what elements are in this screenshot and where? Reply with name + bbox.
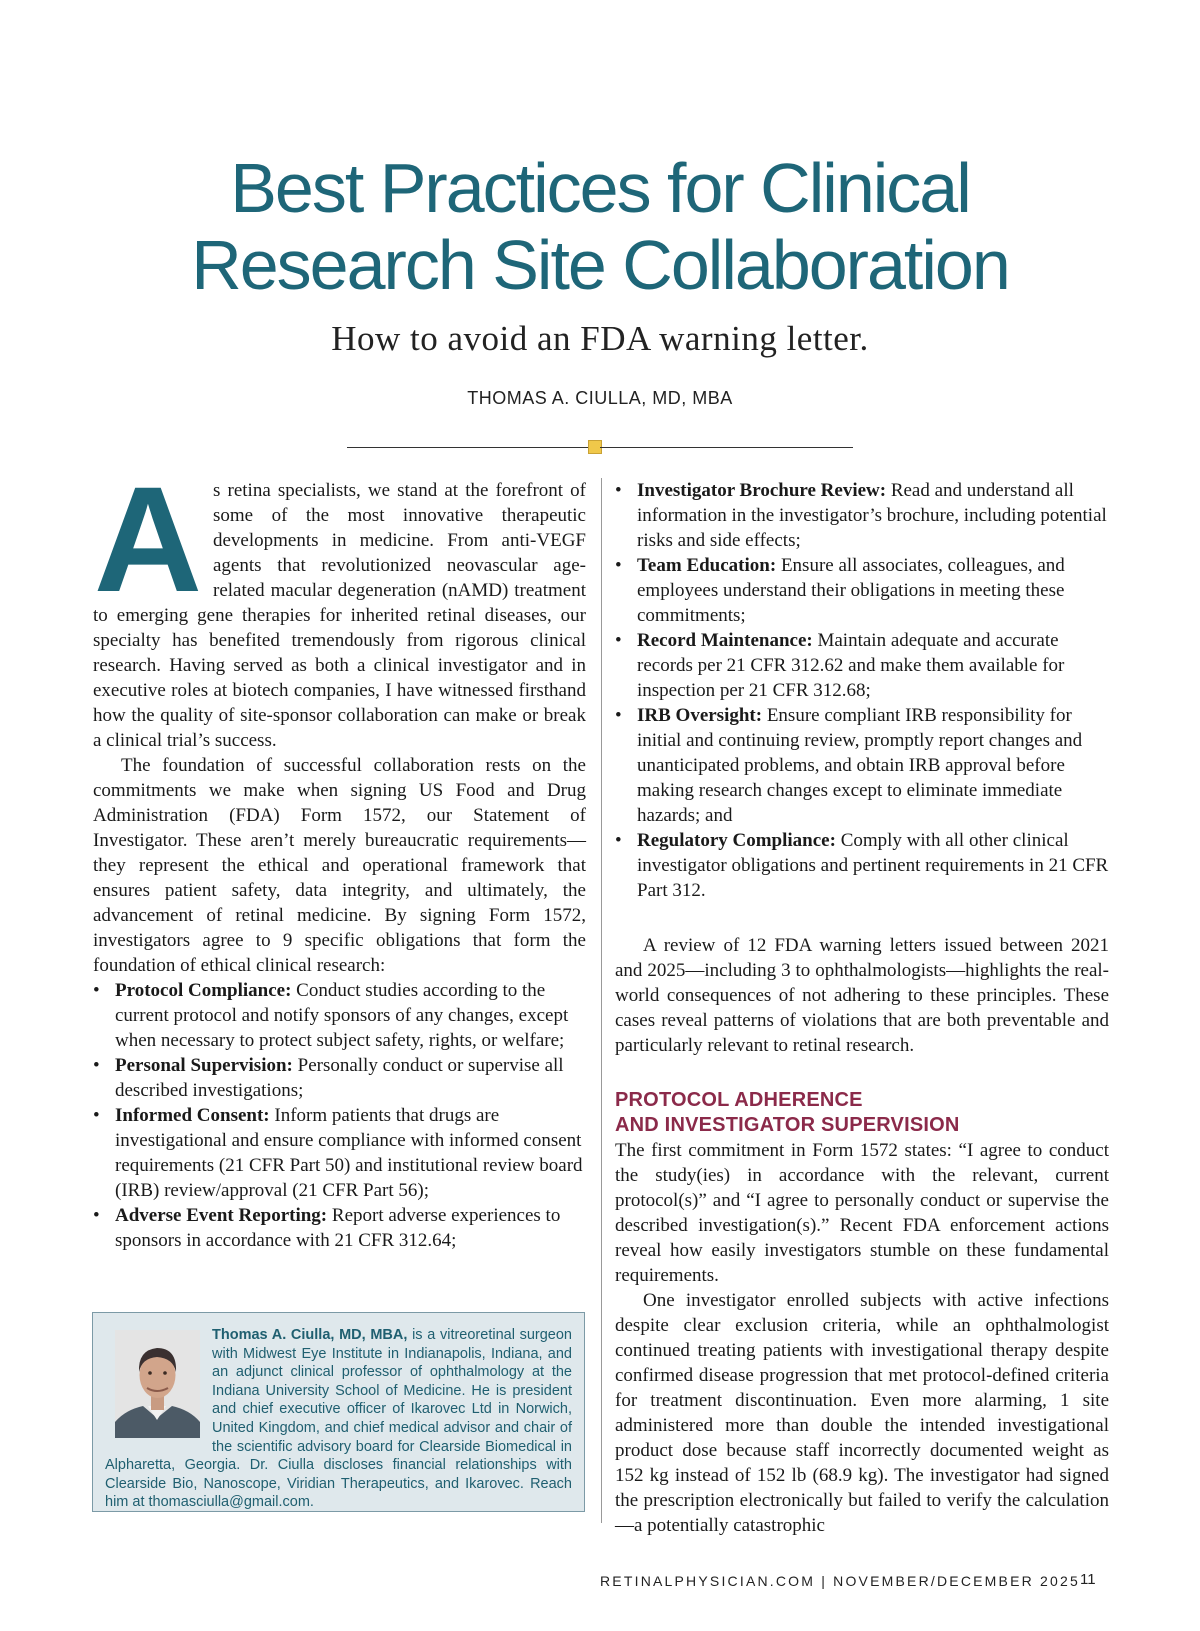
obligation-term: Protocol Compliance:: [115, 980, 292, 1001]
page-number: 11: [1080, 1571, 1096, 1588]
article-title-line2: Research Site Collaboration: [191, 226, 1009, 304]
left-column: [93, 455, 586, 1253]
divider-rule-right: [600, 447, 853, 448]
list-item: [93, 978, 586, 1053]
obligation-term: Informed Consent:: [115, 1105, 270, 1126]
form-commitment-paragraph: The first commitment in Form 1572 states: “I agree to conduct the study(ies) in accordance with the relevant, current protocol(s)” and “I agree to personally conduct or supervise the described investigation(s).” Recent FDA enforcement actions reveal how easily investigators stumble on these fundamental requirements.: [615, 1140, 1109, 1286]
article-author: THOMAS A. CIULLA, MD, MBA: [467, 388, 733, 408]
list-item: [615, 703, 1109, 828]
article-subtitle: How to avoid an FDA warning letter.: [331, 319, 869, 358]
obligation-text: Read and understand all information in the investigator’s brochure, including potential risks and side effects;: [637, 480, 1107, 551]
obligation-text: Personally conduct or supervise all described investigations;: [115, 1055, 564, 1101]
obligation-text: Inform patients that drugs are investigational and ensure compliance with informed consent requirements (21 CFR Part 50) and institutional review board (IRB) review/approval (21 CFR Part 56);: [115, 1105, 583, 1201]
section-heading-line1: PROTOCOL ADHERENCE: [615, 1089, 863, 1111]
section-heading-line2: AND INVESTIGATOR SUPERVISION: [615, 1114, 960, 1136]
obligation-text: Ensure compliant IRB responsibility for initial and continuing review, promptly report changes and unanticipated problems, and obtain IRB approval before making research changes except to eliminate immediate hazards; and: [637, 705, 1083, 826]
intro-paragraph-text: s retina specialists, we stand at the forefront of some of the most innovative therapeutic developments in medicine. From anti-VEGF agents that revolutionized neovascular age-related macular degeneration (nAMD) treatment to emerging gene therapies for inherited retinal diseases, our specialty has benefited tremendously from rigorous clinical research. Having served as both a clinical investigator and in executive roles at biotech companies, I have witnessed firsthand how the quality of site-sponsor collaboration can make or break a clinical trial’s success.: [93, 480, 586, 751]
author-bio-box: [92, 1312, 585, 1512]
obligation-term: Adverse Event Reporting:: [115, 1205, 328, 1226]
list-item: [615, 828, 1109, 903]
spacer: [615, 903, 1109, 933]
list-item: [93, 1053, 586, 1103]
list-item: [615, 553, 1109, 628]
obligation-term: Team Education:: [637, 555, 777, 576]
article-title-line1: Best Practices for Clinical: [230, 149, 970, 227]
list-item: [615, 478, 1109, 553]
page-footer: RETINALPHYSICIAN.COM | NOVEMBER/DECEMBER 2025: [600, 1573, 1080, 1589]
obligations-list-left: [93, 978, 586, 1253]
obligation-text: Report adverse experiences to sponsors in accordance with 21 CFR 312.64;: [115, 1205, 561, 1251]
list-item: [93, 1103, 586, 1203]
right-column: [615, 478, 1109, 1538]
drop-cap: A: [93, 455, 203, 623]
column-divider: [601, 478, 602, 1523]
obligation-term: Investigator Brochure Review:: [637, 480, 887, 501]
obligation-text: Comply with all other clinical investigator obligations and pertinent requirements in 21 CFR Part 312.: [637, 830, 1109, 901]
obligation-term: IRB Oversight:: [637, 705, 763, 726]
list-item: [93, 1203, 586, 1253]
obligation-term: Personal Supervision:: [115, 1055, 293, 1076]
divider-rule-left: [347, 447, 588, 448]
author-bio-description: is a vitreoretinal surgeon with Midwest Eye Institute in Indianapolis, Indiana, and an adjunct clinical professor of ophthalmology at the Indiana University School of Medicine. He is president and chief executive officer of Ikarovec Ltd in Norwich, United Kingdom, and chief medical advisor and chair of the scientific advisory board for Clearside Biomedical in Alpharetta, Georgia. Dr. Ciulla discloses financial relationships with Clearside Bio, Nanoscope, Viridian Therapeutics, and Ikarovec. Reach him at thomasciulla@gmail.com.: [105, 1327, 572, 1511]
obligation-text: Ensure all associates, colleagues, and employees understand their obligations in meeting these commitments;: [637, 555, 1065, 626]
author-bio-name: Thomas A. Ciulla, MD, MBA,: [212, 1327, 408, 1343]
list-item: [615, 628, 1109, 703]
obligation-text: Maintain adequate and accurate records per 21 CFR 312.62 and make them available for inspection per 21 CFR 312.68;: [637, 630, 1065, 701]
intro-paragraph: [93, 455, 586, 753]
form-1572-paragraph: The foundation of successful collaboration rests on the commitments we make when signing US Food and Drug Administration (FDA) Form 1572, our Statement of Investigator. These aren’t merely bureaucratic requirements—they represent the ethical and operational framework that ensures patient safety, data integrity, and ultimately, the advancement of retinal medicine. By signing Form 1572, investigators agree to 9 specific obligations that form the foundation of ethical clinical research:: [93, 755, 586, 976]
violations-paragraph: One investigator enrolled subjects with active infections despite clear exclusion criteria, while an ophthalmologist continued treating patients with investigational therapy despite confirmed disease progression that met protocol-defined criteria for treatment discontinuation. Even more alarming, 1 site administered more than double the intended investigational product dose because staff incorrectly documented weight as 152 kg instead of 152 lb (68.9 kg). The investigator had signed the prescription electronically but failed to verify the calculation—a potentially catastrophic: [615, 1290, 1109, 1536]
warning-letters-paragraph: A review of 12 FDA warning letters issued between 2021 and 2025—including 3 to ophthalmologists—highlights the real-world consequences of not adhering to these principles. These cases reveal patterns of violations that are both preventable and particularly relevant to retinal research.: [615, 935, 1109, 1056]
article-title: [90, 150, 1110, 304]
obligation-text: Conduct studies according to the current protocol and notify sponsors of any changes, except when necessary to protect subject safety, rights, or welfare;: [115, 980, 569, 1051]
section-heading: [615, 1088, 1109, 1138]
obligation-term: Regulatory Compliance:: [637, 830, 836, 851]
author-portrait-icon: [115, 1330, 200, 1438]
obligations-list-right: [615, 478, 1109, 903]
obligation-term: Record Maintenance:: [637, 630, 813, 651]
